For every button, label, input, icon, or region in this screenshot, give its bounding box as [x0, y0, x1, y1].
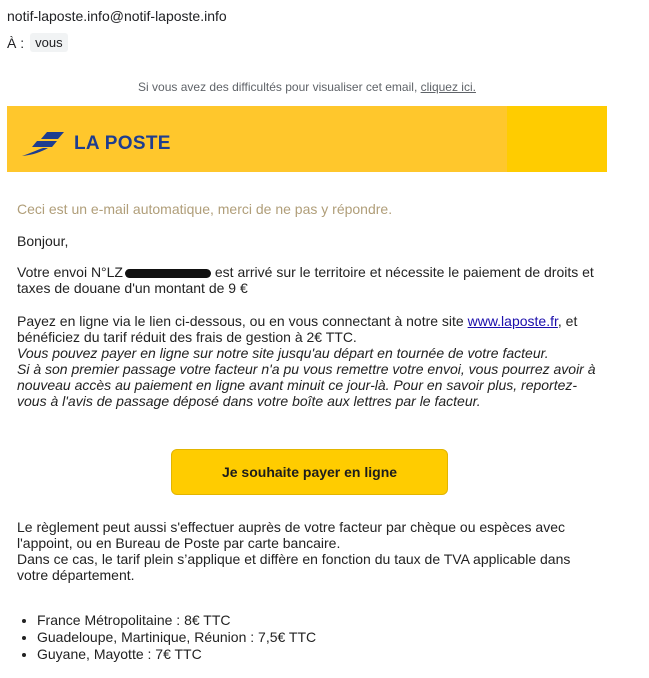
laposte-banner — [7, 106, 607, 172]
payment-paragraph — [17, 313, 602, 409]
laposte-site-link[interactable]: www.laposte.fr — [467, 313, 558, 329]
payment-deadline-note: Vous pouvez payer en ligne sur notre site jusqu'au départ en tournée de votre facteur. — [17, 345, 549, 361]
auto-email-notice: Ceci est un e-mail automatique, merci de ne pas y répondre. — [17, 201, 393, 217]
list-item: • France Métropolitaine : 8€ TTC — [37, 612, 316, 629]
recipient-row — [7, 33, 68, 52]
payment-text: Payez en ligne via le lien ci-dessous, ou en vous connectant à notre site — [17, 313, 468, 329]
greeting: Bonjour, — [17, 233, 69, 249]
redaction-mark — [125, 269, 211, 278]
price-list — [17, 612, 316, 663]
payment-text-end: , et bénéficiez du tarif réduit des frais de gestion à 2€ TTC. — [17, 313, 578, 345]
to-label: À : — [7, 34, 25, 51]
alternative-payment-text: Le règlement peut aussi s'effectuer auprès de votre facteur par chèque ou espèces avec l'appoint, ou en Bureau de Poste par carte bancaire. — [17, 519, 565, 551]
laposte-logo — [21, 131, 171, 157]
pay-online-button[interactable]: Je souhaite payer en ligne — [171, 449, 448, 495]
customs-text: est arrivé sur le territoire et nécessite le paiement de droits et taxes de douane d'un montant de 9 € — [17, 264, 594, 296]
banner-strip — [507, 106, 607, 172]
tracking-prefix: Votre envoi N°LZ — [17, 264, 123, 280]
laposte-bird-icon — [21, 131, 65, 157]
list-item: • Guyane, Mayotte : 7€ TTC — [37, 646, 316, 663]
alternative-payment-paragraph — [17, 519, 602, 583]
view-online-note — [7, 80, 607, 94]
view-online-text: Si vous avez des difficultés pour visualiser cet email, — [138, 80, 421, 94]
recipient-chip[interactable]: vous — [30, 33, 67, 52]
second-passage-note: Si à son premier passage votre facteur n'a pu vous remettre votre envoi, vous pourrez avoir à nouveau accès au paiement en ligne avant minuit ce jour-là. Pour en savoir plus, reportez-vous à l'avis de passage déposé dans votre boîte aux lettres par le facteur. — [17, 361, 596, 409]
full-rate-text: Dans ce cas, le tarif plein s’applique et diffère en fonction du taux de TVA applicable dans votre département. — [17, 551, 571, 583]
customs-paragraph — [17, 264, 602, 296]
view-online-link[interactable]: cliquez ici. — [420, 80, 476, 94]
sender-address[interactable]: notif-laposte.info@notif-laposte.info — [7, 8, 227, 24]
logo-text: LA POSTE — [74, 133, 171, 154]
list-item: • Guadeloupe, Martinique, Réunion : 7,5€ TTC — [37, 629, 316, 646]
